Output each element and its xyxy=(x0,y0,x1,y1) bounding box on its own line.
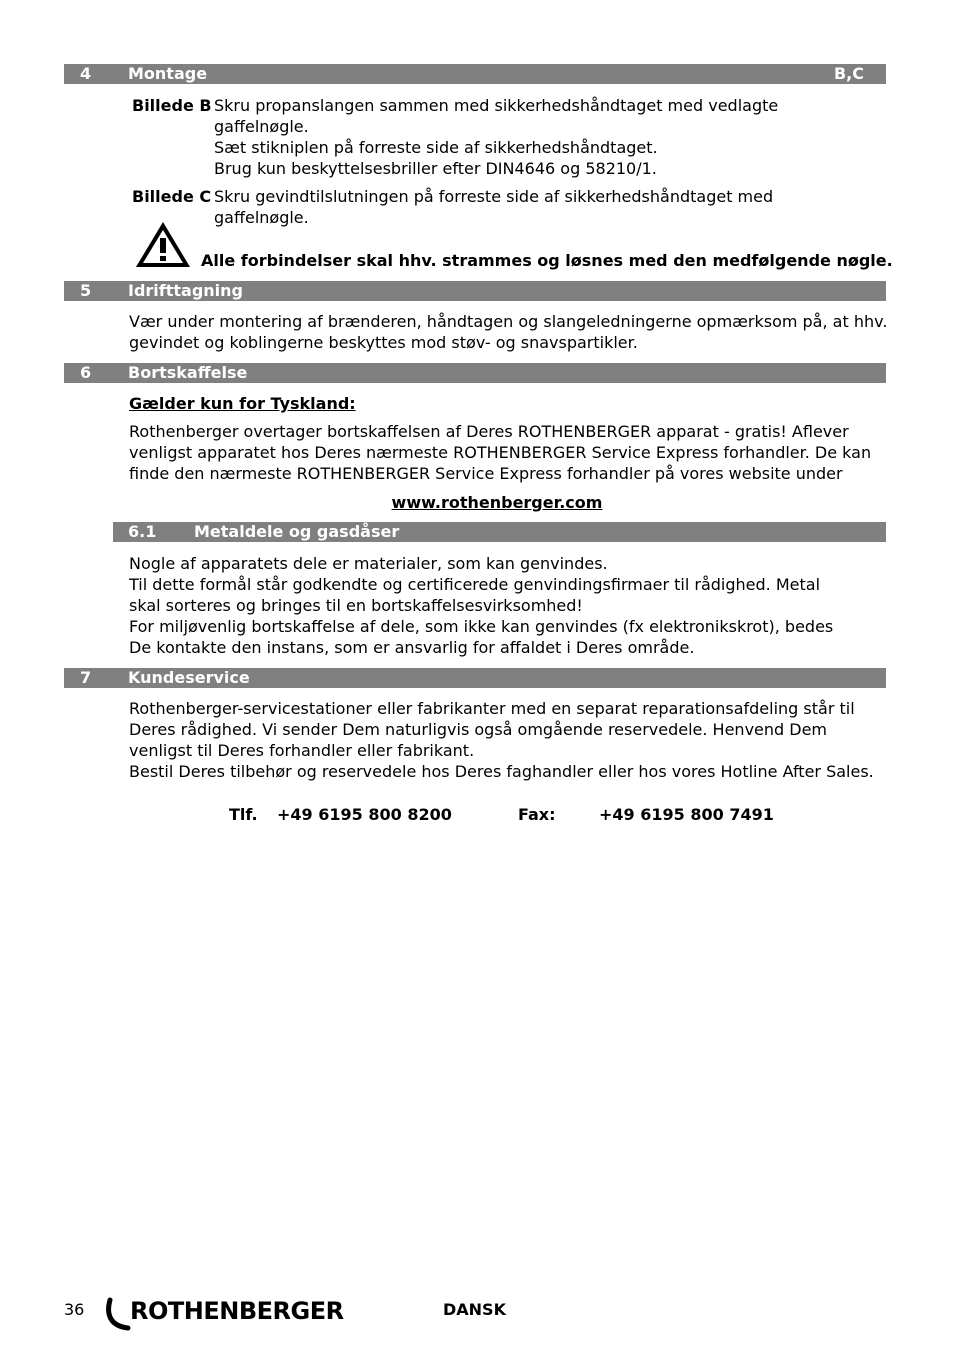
phone-label: Tlf. xyxy=(229,805,258,824)
section-title: Bortskaffelse xyxy=(128,363,248,382)
section-title: Montage xyxy=(128,64,208,83)
section-header-montage xyxy=(64,64,886,84)
section-title: Metaldele og gasdåser xyxy=(194,522,400,541)
logo-text: ROTHENBERGER xyxy=(130,1297,344,1325)
figure-reference: B,C xyxy=(833,64,864,83)
paragraph-text: Rothenberger-servicestationer eller fabrikanter med en separat reparationsafdeling står til Deres rådighed. Vi sender Dem naturligvis også omgående reservedele. Henvend Dem venligst til Deres forhandler eller fabrikant. xyxy=(129,699,855,760)
service-paragraphs xyxy=(129,698,879,782)
warning-text: Alle forbindelser skal hhv. strammes og løsnes med den medfølgende nøgle. xyxy=(201,251,893,270)
paragraph-text: Rothenberger overtager bortskaffelsen af Deres ROTHENBERGER apparat - gratis! Aflever venligst apparatet hos Deres nærmeste ROTHENBERGER Service Express forhandler. De kan finde den nærmeste ROTHENBERGER Service Express forhandler på vores website under xyxy=(129,422,872,483)
instruction-line: Brug kun beskyttelsesbriller efter DIN4646 og 58210/1. xyxy=(214,159,657,178)
germany-only-heading: Gælder kun for Tyskland: xyxy=(129,394,356,413)
idrift-paragraph xyxy=(129,311,889,353)
instruction-line: Skru propanslangen sammen med sikkerhedshåndtaget med vedlagte gaffelnøgle. xyxy=(214,96,779,136)
paragraph-text: Bestil Deres tilbehør og reservedele hos Deres faghandler eller hos vores Hotline After Sales. xyxy=(129,762,874,781)
section-number: 5 xyxy=(80,281,92,300)
fax-label: Fax: xyxy=(518,805,556,824)
paragraph-text: For miljøvenlig bortskaffelse af dele, som ikke kan genvindes (fx elektronikskrot), bedes De kontakte den instans, som er ansvarlig for affaldet i Deres område. xyxy=(129,617,834,657)
metal-paragraphs xyxy=(129,553,889,658)
section-title: Kundeservice xyxy=(128,668,250,687)
instruction-line: Sæt stikniplen på forreste side af sikkerhedshåndtaget. xyxy=(214,138,658,157)
warning-triangle-icon xyxy=(133,218,193,270)
page-number: 36 xyxy=(64,1300,85,1319)
section-number: 6 xyxy=(80,363,92,382)
section-header-bortskaffelse xyxy=(64,363,886,383)
section-header-metaldele xyxy=(113,522,886,542)
figure-b-description xyxy=(214,95,794,179)
paragraph-text: Nogle af apparatets dele er materialer, som kan genvindes. xyxy=(129,554,608,573)
paragraph-text: Vær under montering af brænderen, håndtagen og slangeledningerne opmærksom på, at hhv. gevindet og koblingerne beskyttes mod støv- og snavspartikler. xyxy=(129,312,888,352)
section-header-kundeservice xyxy=(64,668,886,688)
section-header-idrifttagning xyxy=(64,281,886,301)
instruction-line: Skru gevindtilslutningen på forreste side af sikkerhedshåndtaget med gaffelnøgle. xyxy=(214,187,774,227)
paragraph-text: Til dette formål står godkendte og certificerede genvindingsfirmaer til rådighed. Metal skal sorteres og bringes til en bortskaffelsesvirksomhed! xyxy=(129,575,821,615)
fax-number: +49 6195 800 7491 xyxy=(599,805,774,824)
disposal-paragraph xyxy=(129,421,887,484)
section-number: 7 xyxy=(80,668,92,687)
phone-number[interactable]: +49 6195 800 8200 xyxy=(277,805,452,824)
website-link[interactable]: www.rothenberger.com xyxy=(391,493,603,512)
figure-c-description xyxy=(214,186,794,228)
section-number: 4 xyxy=(80,64,92,83)
figure-c-label: Billede C xyxy=(132,187,212,206)
section-title: Idrifttagning xyxy=(128,281,244,300)
language-label: DANSK xyxy=(443,1300,506,1319)
figure-b-label: Billede B xyxy=(132,96,212,115)
section-number: 6.1 xyxy=(128,522,157,541)
